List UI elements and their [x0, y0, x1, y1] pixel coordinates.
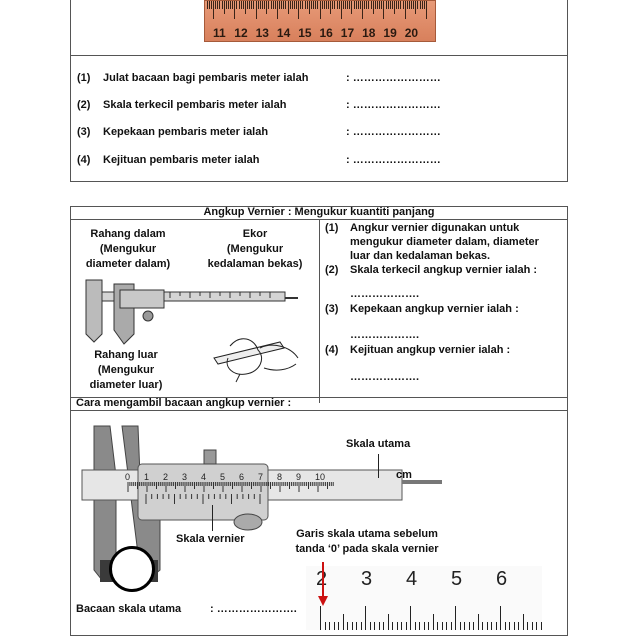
- ruler-tick: [339, 1, 340, 9]
- zoom-tick: [410, 606, 411, 630]
- zoom-number: 6: [496, 568, 508, 590]
- zoom-tick: [406, 622, 407, 630]
- ruler-number: 18: [362, 26, 376, 40]
- zoom-tick: [478, 614, 479, 630]
- zoom-tick: [365, 606, 366, 630]
- q-text: Kepekaan pembaris meter ialah: [103, 126, 269, 138]
- main-scale-number: 4: [201, 472, 207, 482]
- ruler-tick: [294, 1, 295, 9]
- q-num: (2): [325, 264, 339, 276]
- ruler-tick: [400, 1, 401, 9]
- label-line: kedalaman bekas): [207, 258, 303, 270]
- ruler-tick: [230, 1, 231, 9]
- label-rahang-dalam: [78, 227, 178, 272]
- label-line: Garis skala utama sebelum: [296, 528, 438, 540]
- bacaan-answer: : ………………….: [210, 603, 297, 615]
- q-num: (2): [77, 99, 91, 111]
- pointer-line: [212, 505, 213, 531]
- ruler-tick: [213, 1, 214, 19]
- ruler-tick: [239, 1, 240, 9]
- ruler-tick: [219, 1, 220, 9]
- ruler-number: 12: [234, 26, 248, 40]
- ruler-tick: [405, 1, 406, 19]
- ruler-tick: [209, 1, 210, 9]
- ruler-tick: [217, 1, 218, 9]
- q-answer: : ……………………: [346, 99, 441, 111]
- ruler-tick: [360, 1, 361, 9]
- zoom-tick: [433, 614, 434, 630]
- ruler-tick: [271, 1, 272, 9]
- ruler-tick: [356, 1, 357, 9]
- ruler-tick: [262, 1, 263, 9]
- ruler-tick: [358, 1, 359, 9]
- q-text: Angkur vernier digunakan untuk: [350, 222, 520, 234]
- ruler-tick: [347, 1, 348, 9]
- zoomed-scale: [306, 566, 542, 630]
- zoom-number: 2: [316, 568, 328, 590]
- label-rahang-luar: [76, 348, 176, 393]
- ruler-tick: [388, 1, 389, 9]
- ruler-tick: [245, 1, 246, 14]
- label-line: diameter dalam): [85, 258, 171, 270]
- zoom-number: 3: [361, 568, 373, 590]
- section-divider: [71, 410, 567, 411]
- ruler-tick: [334, 1, 335, 9]
- q-text: Kejituan pembaris meter ialah: [103, 154, 260, 166]
- ruler-tick: [320, 1, 321, 19]
- zoom-tick: [518, 622, 519, 630]
- zoom-tick: [388, 614, 389, 630]
- ruler-tick: [426, 1, 427, 19]
- reading-header: Cara mengambil bacaan angkup vernier :: [76, 397, 292, 409]
- zoom-tick: [523, 614, 524, 630]
- q-answer: ……………….: [350, 371, 420, 383]
- ruler-tick: [268, 1, 269, 9]
- ruler-tick: [364, 1, 365, 9]
- zoom-tick: [509, 622, 510, 630]
- zoom-tick: [455, 606, 456, 630]
- ruler-tick: [241, 1, 242, 9]
- column-divider: [319, 219, 320, 403]
- ruler-tick: [288, 1, 289, 14]
- vernier-slide: [120, 290, 164, 308]
- ruler-tick: [249, 1, 250, 9]
- label-ekor: [200, 227, 310, 272]
- zoom-tick: [541, 622, 542, 630]
- zoom-tick: [356, 622, 357, 630]
- zoom-tick: [482, 622, 483, 630]
- zoom-tick: [343, 614, 344, 630]
- zoom-tick: [334, 622, 335, 630]
- q-answer: ……………….: [350, 288, 420, 300]
- label-skala-utama: Skala utama: [346, 438, 411, 450]
- zoom-tick: [379, 622, 380, 630]
- main-scale-number: 5: [220, 472, 226, 482]
- zoom-tick: [383, 622, 384, 630]
- label-garis-skala: [282, 527, 452, 557]
- ruler-tick: [298, 1, 299, 19]
- zoom-tick: [401, 622, 402, 630]
- hand-holding-caliper-sketch: [210, 328, 302, 384]
- ruler-tick: [232, 1, 233, 9]
- ruler-tick: [415, 1, 416, 14]
- ruler-tick: [424, 1, 425, 9]
- red-arrow: [316, 560, 330, 608]
- ruler-tick: [341, 1, 342, 19]
- main-scale-number: 7: [258, 472, 264, 482]
- ruler-tick: [243, 1, 244, 9]
- ruler-tick: [345, 1, 346, 9]
- zoom-tick: [374, 622, 375, 630]
- zoom-tick: [473, 622, 474, 630]
- ruler-tick: [313, 1, 314, 9]
- bacaan-label: Bacaan skala utama: [76, 603, 182, 615]
- ruler-tick: [390, 1, 391, 9]
- zoom-tick: [392, 622, 393, 630]
- zoom-tick: [325, 622, 326, 630]
- ruler-tick: [392, 1, 393, 9]
- ruler-tick: [264, 1, 265, 9]
- label-line: Rahang luar: [94, 349, 158, 361]
- ruler-tick: [266, 1, 267, 14]
- q-num: (1): [77, 72, 91, 84]
- ruler-tick: [290, 1, 291, 9]
- ruler-tick: [317, 1, 318, 9]
- main-scale-number: 8: [277, 472, 283, 482]
- ruler-tick: [260, 1, 261, 9]
- label-line: tanda ‘0’ pada skala vernier: [295, 543, 439, 555]
- ruler-tick: [285, 1, 286, 9]
- q-num: (1): [325, 222, 339, 234]
- ruler-tick: [253, 1, 254, 9]
- ruler-tick: [247, 1, 248, 9]
- zoom-tick: [487, 622, 488, 630]
- label-line: Ekor: [242, 228, 268, 240]
- ruler-number: 19: [383, 26, 397, 40]
- ruler-tick: [373, 1, 374, 14]
- ruler-tick: [366, 1, 367, 9]
- zoom-tick: [361, 622, 362, 630]
- pointer-line: [378, 454, 379, 478]
- zoom-tick: [532, 622, 533, 630]
- ruler-tick: [305, 1, 306, 9]
- ruler-tick: [403, 1, 404, 9]
- ruler-tick: [281, 1, 282, 9]
- ruler-tick: [332, 1, 333, 9]
- zoom-tick: [446, 622, 447, 630]
- zoom-tick: [536, 622, 537, 630]
- ruler-tick: [326, 1, 327, 9]
- ruler-tick: [215, 1, 216, 9]
- ruler-tick: [234, 1, 235, 19]
- zoom-tick: [397, 622, 398, 630]
- zoom-tick: [320, 606, 321, 630]
- zoom-number: 5: [451, 568, 463, 590]
- zoom-tick: [496, 622, 497, 630]
- ruler-tick: [349, 1, 350, 9]
- ruler-tick: [300, 1, 301, 9]
- ruler-tick: [407, 1, 408, 9]
- ruler-tick: [411, 1, 412, 9]
- ruler-tick: [328, 1, 329, 9]
- ruler-number: 17: [340, 26, 355, 40]
- q-answer: : ……………………: [346, 72, 441, 84]
- zoom-tick: [451, 622, 452, 630]
- label-line: (Mengukur: [99, 243, 157, 255]
- ruler-tick: [211, 1, 212, 9]
- zoom-tick: [491, 622, 492, 630]
- ruler-tick: [362, 1, 363, 19]
- q-num: (3): [325, 303, 339, 315]
- q-num: (3): [77, 126, 91, 138]
- ruler-number: 15: [298, 26, 312, 40]
- ruler-tick: [398, 1, 399, 9]
- ruler-number: 13: [255, 26, 269, 40]
- q-text: Kepekaan angkup vernier ialah :: [350, 303, 519, 315]
- zoom-tick: [500, 606, 501, 630]
- q-text: mengukur diameter dalam, diameter: [350, 236, 539, 248]
- main-scale-number: 1: [144, 472, 150, 482]
- zoom-tick: [442, 622, 443, 630]
- zoom-tick: [329, 622, 330, 630]
- main-scale-number: 3: [182, 472, 188, 482]
- label-line: diameter luar): [89, 379, 163, 391]
- ruler-tick: [251, 1, 252, 9]
- divider: [71, 55, 567, 56]
- ruler-tick: [409, 1, 410, 9]
- ruler-tick: [337, 1, 338, 9]
- ruler-tick: [394, 1, 395, 14]
- ruler-tick: [279, 1, 280, 9]
- ruler-tick: [296, 1, 297, 9]
- ruler-tick: [420, 1, 421, 9]
- ruler-number: 14: [276, 26, 291, 40]
- ruler-tick: [379, 1, 380, 9]
- zoom-tick: [347, 622, 348, 630]
- ruler-tick: [224, 1, 225, 14]
- zoom-tick: [352, 622, 353, 630]
- zoom-number: 4: [406, 568, 418, 590]
- ruler-number: 20: [404, 26, 419, 40]
- ruler-tick: [343, 1, 344, 9]
- ruler-tick: [377, 1, 378, 9]
- q-num: (4): [325, 344, 339, 356]
- ruler-tick: [375, 1, 376, 9]
- zoom-tick: [437, 622, 438, 630]
- ruler-tick: [309, 1, 310, 14]
- ruler-tick: [371, 1, 372, 9]
- ruler-tick: [292, 1, 293, 9]
- q-text: Skala terkecil angkup vernier ialah :: [350, 264, 538, 276]
- zoom-tick: [415, 622, 416, 630]
- zoom-tick: [370, 622, 371, 630]
- ruler-tick: [307, 1, 308, 9]
- ruler-tick: [273, 1, 274, 9]
- zoom-tick: [469, 622, 470, 630]
- ruler-tick: [383, 1, 384, 19]
- fixed-jaw: [86, 280, 102, 342]
- ruler-tick: [256, 1, 257, 19]
- ruler-tick: [351, 1, 352, 14]
- ruler-tick: [236, 1, 237, 9]
- zoom-tick: [338, 622, 339, 630]
- main-scale-number: 6: [239, 472, 245, 482]
- zoom-tick: [460, 622, 461, 630]
- ruler-tick: [417, 1, 418, 9]
- vernier-header: Angkup Vernier : Mengukur kuantiti panjang: [203, 206, 435, 218]
- ruler-tick: [283, 1, 284, 9]
- q-text: Julat bacaan bagi pembaris meter ialah: [103, 72, 309, 84]
- q-text: luar dan kedalaman bekas.: [350, 250, 491, 262]
- zoom-tick: [464, 622, 465, 630]
- zoom-tick: [428, 622, 429, 630]
- zoom-tick: [514, 622, 515, 630]
- zoom-tick: [505, 622, 506, 630]
- label-line: (Mengukur: [226, 243, 284, 255]
- q-text: Skala terkecil pembaris meter ialah: [103, 99, 287, 111]
- thumb-screw: [143, 311, 153, 321]
- ruler-tick: [315, 1, 316, 9]
- circle-object: [109, 546, 155, 592]
- top-screw: [204, 450, 216, 464]
- label-skala-vernier: Skala vernier: [176, 533, 245, 545]
- ruler-tick: [226, 1, 227, 9]
- main-scale-number: 2: [163, 472, 169, 482]
- ruler-tick: [258, 1, 259, 9]
- ruler-tick: [386, 1, 387, 9]
- label-line: Rahang dalam: [90, 228, 166, 240]
- ruler-tick: [207, 1, 208, 9]
- label-line: (Mengukur: [97, 364, 155, 376]
- ruler-tick: [396, 1, 397, 9]
- ruler-tick: [228, 1, 229, 9]
- q-answer: ……………….: [350, 329, 420, 341]
- q-text: Kejituan angkup vernier ialah :: [350, 344, 511, 356]
- ruler-tick: [275, 1, 276, 9]
- q-num: (4): [77, 154, 91, 166]
- thumb-wheel: [234, 514, 262, 530]
- ruler-tick: [381, 1, 382, 9]
- ruler-tick: [277, 1, 278, 19]
- main-scale-number: 9: [296, 472, 302, 482]
- label-cm: cm: [396, 469, 412, 481]
- ruler-tick: [324, 1, 325, 9]
- q-answer: : ……………………: [346, 154, 441, 166]
- main-scale-number: 0: [125, 472, 131, 482]
- ruler-tick: [368, 1, 369, 9]
- ruler-tick: [311, 1, 312, 9]
- zoom-tick: [527, 622, 528, 630]
- q-answer: : ……………………: [346, 126, 441, 138]
- ruler-number: 16: [319, 26, 333, 40]
- ruler-tick: [422, 1, 423, 9]
- main-scale-number: 10: [315, 472, 326, 482]
- ruler-tick: [330, 1, 331, 14]
- ruler-tick: [222, 1, 223, 9]
- zoom-tick: [424, 622, 425, 630]
- ruler-tick: [413, 1, 414, 9]
- meter-ruler-image: [204, 0, 436, 42]
- ruler-number: 11: [213, 26, 226, 40]
- ruler-tick: [354, 1, 355, 9]
- zoom-tick: [419, 622, 420, 630]
- ruler-tick: [322, 1, 323, 9]
- ruler-tick: [302, 1, 303, 9]
